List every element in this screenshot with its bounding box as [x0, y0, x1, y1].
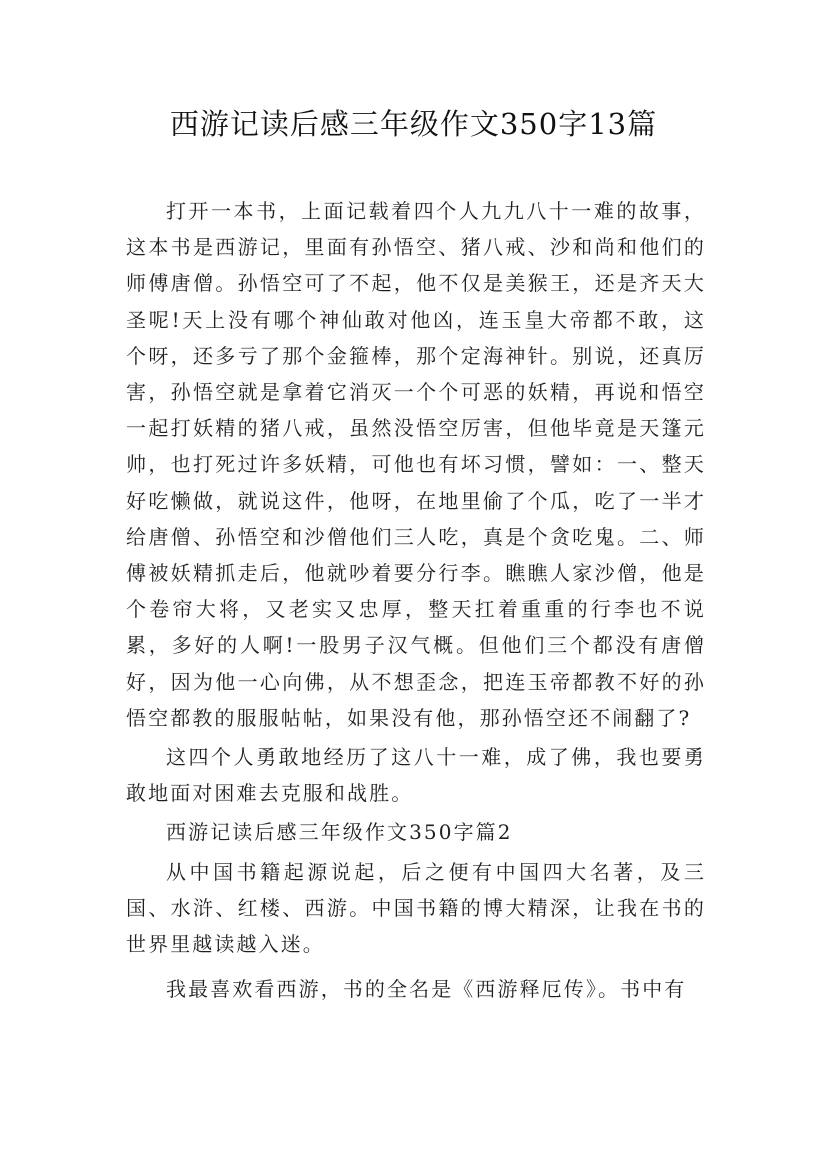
- document-body: [126, 193, 706, 1007]
- paragraph: 从中国书籍起源说起，后之便有中国四大名著，及三国、水浒、红楼、西游。中国书籍的博大精深，让我在书的世界里越读越入迷。: [126, 859, 706, 957]
- paragraph: 这四个人勇敢地经历了这八十一难，成了佛，我也要勇敢地面对困难去克服和战胜。: [126, 745, 706, 806]
- paragraph: 我最喜欢看西游，书的全名是《西游释厄传》。书中有: [166, 977, 687, 1002]
- section-heading: 西游记读后感三年级作文350字篇2: [166, 820, 513, 845]
- paragraph: 打开一本书，上面记载着四个人九九八十一难的故事，这本书是西游记，里面有孙悟空、猪八戒、沙和尚和他们的师傅唐僧。孙悟空可了不起，他不仅是美猴王，还是齐天大圣呢!天上没有哪个神仙敢对他凶，连玉皇大帝都不敢，这个呀，还多亏了那个金箍棒，那个定海神针。别说，还真厉害，孙悟空就是拿着它消灭一个个可恶的妖精，再说和悟空一起打妖精的猪八戒，虽然没悟空厉害，但他毕竟是天篷元帅，也打死过许多妖精，可他也有坏习惯，譬如：一、整天好吃懒做，就说这件，他呀，在地里偷了个瓜，吃了一半才给唐僧、孙悟空和沙僧他们三人吃，真是个贪吃鬼。二、师傅被妖精抓走后，他就吵着要分行李。瞧瞧人家沙僧，他是个卷帘大将，又老实又忠厚，整天扛着重重的行李也不说累，多好的人啊!一股男子汉气概。但他们三个都没有唐僧好，因为他一心向佛，从不想歪念，把连玉帝都教不好的孙悟空都教的服服帖帖，如果没有他，那孙悟空还不闹翻了?: [126, 199, 706, 730]
- document-title: 西游记读后感三年级作文350字13篇: [169, 107, 658, 141]
